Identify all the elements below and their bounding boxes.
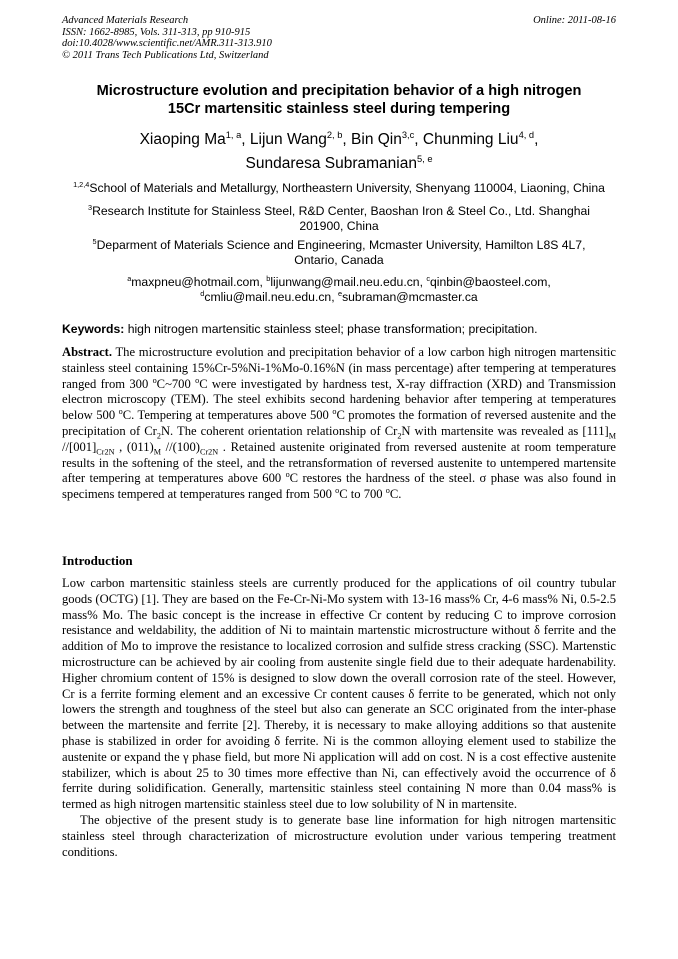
abstract-text: C. [389, 487, 402, 502]
email-link[interactable]: lijunwang@mail.neu.edu.cn, [270, 275, 427, 289]
author-list [62, 128, 616, 176]
affiliation-mark: 5 [92, 236, 97, 246]
author-separator: , [241, 131, 250, 148]
email-link[interactable]: maxpneu@hotmail.com, [131, 275, 267, 289]
journal-header [62, 15, 272, 61]
abstract-text: //(100) [161, 439, 200, 454]
doi-line: doi:10.4028/www.scientific.net/AMR.311-313.910 [62, 38, 272, 49]
author-separator: , [342, 131, 352, 148]
degree-mark: o [385, 485, 390, 495]
degree-mark: o [335, 485, 340, 495]
abstract-text: C. Tempering at temperatures above 500 [122, 408, 333, 423]
section-heading-introduction: Introduction [62, 553, 133, 568]
degree-mark: o [118, 407, 123, 416]
author-mark: 4, d [518, 129, 535, 140]
paper-title [62, 82, 616, 118]
author-name: Xiaoping Ma [139, 131, 226, 148]
introduction-paragraph-1: Low carbon martensitic stainless steels are currently produced for the applications of oil country tubular goods (OCTG) [1]. They are based on the Fe-Cr-Ni-Mo system with 13-16 mass% Cr, 4-6 mass% Ni, 0.5-2.5 mass% Mo. The basic concept is the increase in effective Cr content by reducing C to improve corrosion resistance and weldability, the addition of Ni to maintain martenstic microstructure without δ ferrite and the addition of Mo to improve the resistance to localized corrosion and sulfide stress cracking (SSC). Martenstic microstructure can be achieved by air cooling from austenite single field due to their adequate hardenability. Higher chromium content of 15% is designed to slow down the overall corrosion rate of the steel. However, Cr is a ferrite forming element and an excessive Cr content causes δ ferrite to be generated, which not only lowers the strength and toughness of the steel but also can generate an SCC originated from the inter-phase between the martensite and ferrite [2]. Thereby, it is necessary to make alloying additions so that austenite phase is stabilized in order for avoiding δ ferrite. Ni is the common alloying element used to stabilize the austenite or expand the γ phase field, but more Ni application will add on cost. N is a cost effective austenite stabilizer, which is about 25 to 30 times more effective than Ni, can effectively avoid the occurrence of δ ferrite during solidification. Generally, martensitic stainless steel containing N more than 0.04 mass% is termed as high nitrogen martensitic stainless steel due to low solubility of N in martensite. [62, 576, 616, 812]
author-name: Bin Qin [351, 131, 402, 148]
keywords-line [62, 322, 616, 337]
copyright-line: © 2011 Trans Tech Publications Ltd, Switzerland [62, 49, 269, 61]
email-list [62, 275, 616, 305]
online-date: Online: 2011-08-16 [533, 15, 616, 26]
abstract-text: The microstructure evolution and precipitation behavior of a low carbon high nitrogen martensitic stainless steel containing 15%Cr-5%Ni-1%Mo-0.16%N (in mass percentage) after tempering at temperatures ranged from 300 [62, 345, 616, 391]
abstract-text: N with martensite was revealed as [111] [401, 423, 609, 438]
email-link[interactable]: cmliu@mail.neu.edu.cn, [204, 290, 338, 304]
subscript: 2 [397, 431, 402, 441]
abstract-text: C~700 [156, 376, 196, 391]
degree-mark: o [195, 375, 200, 385]
abstract-text: C to 700 [339, 487, 386, 502]
title-line-2: 15Cr martensitic stainless steel during tempering [167, 101, 511, 117]
abstract-text: C restores the hardness of the steel. σ phase was also found in specimens tempered at temperatures ranged from 500 [62, 471, 616, 502]
abstract-text: C were investigated by hardness test, X-ray diffraction (XRD) and Transmission electron microscopy (TEM). The steel exhibits second hardening behavior after tempering at temperatures below 500 [62, 376, 616, 423]
affiliation-mark: 1,2,4 [73, 179, 90, 189]
degree-mark: o [152, 375, 157, 385]
subscript: M [608, 431, 617, 441]
email-mark: a [127, 273, 132, 283]
author-name: Sundaresa Subramanian [245, 155, 417, 172]
abstract-label: Abstract. [62, 345, 113, 359]
email-link[interactable]: qinbin@baosteel.com, [430, 275, 551, 289]
author-mark: 1, a [225, 129, 242, 140]
affiliation-mark: 3 [87, 202, 93, 212]
author-name: Chunming Liu [422, 131, 519, 148]
subscript: 2 [156, 431, 161, 441]
abstract-text: N. The coherent orientation relationship of Cr [160, 423, 398, 438]
affiliation-text: Deparment of Materials Science and Engineering, Mcmaster University, Hamilton L8S 4L7, Ontario, Canada [96, 238, 586, 267]
subscript: Cr2N [96, 447, 115, 457]
subscript: Cr2N [199, 447, 219, 457]
author-separator: , [414, 131, 423, 148]
title-line-1: Microstructure evolution and precipitation behavior of a high nitrogen [96, 83, 582, 99]
email-mark: c [426, 273, 431, 283]
author-mark: 3,c [401, 129, 415, 140]
introduction-paragraph-2: The objective of the present study is to generate base line information for high nitrogen martensitic stainless steel through characterization of microstructure evolution under various tempering treatment conditions. [62, 812, 616, 859]
author-separator: , [534, 131, 539, 148]
author-mark: 2, b [326, 129, 343, 140]
email-link[interactable]: subraman@mcmaster.ca [342, 290, 478, 304]
journal-name: Advanced Materials Research [62, 15, 189, 26]
degree-mark: o [285, 470, 290, 480]
affiliation-3 [62, 238, 616, 268]
abstract-text: C promotes the formation of reversed austenite and the precipitation of Cr [62, 408, 617, 438]
keywords-text: high nitrogen martensitic stainless steel; phase transformation; precipitation. [124, 322, 538, 336]
keywords-label: Keywords: [62, 322, 125, 336]
abstract-paragraph [62, 345, 616, 503]
degree-mark: o [332, 407, 337, 416]
affiliation-1 [62, 181, 616, 196]
author-name: Lijun Wang [249, 131, 327, 148]
email-mark: b [266, 273, 271, 283]
affiliation-text: Research Institute for Stainless Steel, R&D Center, Baoshan Iron & Steel Co., Ltd. Shanghai 201900, China [92, 204, 590, 233]
abstract-text: . Retained austenite originated from reversed austenite at room temperature results in the softening of the steel, and the retransformation of reversed austenite to untempered martensite after tempering at temperatures above 600 [62, 439, 616, 486]
email-mark: d [200, 288, 205, 298]
affiliation-text: School of Materials and Metallurgy, Northeastern University, Shenyang 110004, Liaoning, China [89, 181, 605, 195]
abstract-text: //[001] [62, 439, 97, 454]
affiliation-2 [62, 204, 616, 234]
abstract [62, 345, 616, 503]
abstract-text: , (011) [114, 439, 154, 454]
author-mark: 5, e [416, 153, 433, 164]
introduction-body [62, 576, 616, 860]
issn-line: ISSN: 1662-8985, Vols. 311-313, pp 910-915 [62, 26, 251, 38]
subscript: M [153, 447, 162, 457]
email-mark: e [337, 288, 343, 298]
